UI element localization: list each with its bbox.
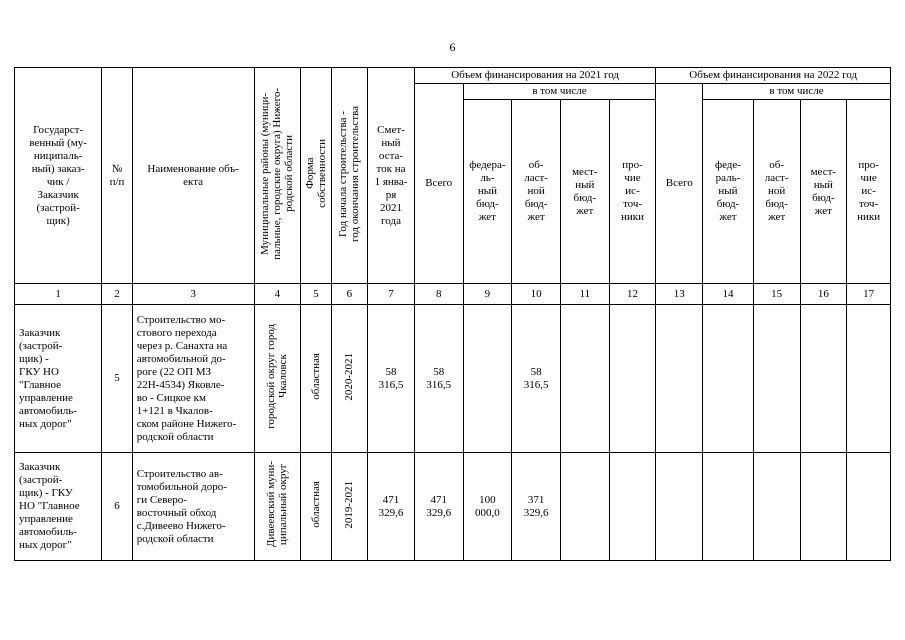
row-estimate: 58 316,5 bbox=[368, 305, 415, 453]
column-number: 15 bbox=[753, 284, 800, 305]
column-number: 9 bbox=[463, 284, 512, 305]
header-local-2022: мест- ный бюд- жет bbox=[800, 100, 847, 284]
row-federal-2021: 100 000,0 bbox=[463, 453, 512, 561]
header-object-name: Наименование объ- екта bbox=[132, 68, 254, 284]
row-total-2022 bbox=[656, 305, 703, 453]
header-financing-2021: Объем финансирования на 2021 год bbox=[414, 68, 656, 84]
header-estimate: Смет- ный оста- ток на 1 янва- ря 2021 года bbox=[368, 68, 415, 284]
row-district: городской округ город Чкаловск bbox=[254, 305, 301, 453]
header-other-2022: про- чие ис- точ- ники bbox=[847, 100, 891, 284]
header-years: Год начала строительства - год окончания строительства bbox=[331, 68, 368, 284]
column-number: 8 bbox=[414, 284, 463, 305]
row-other-2022 bbox=[847, 305, 891, 453]
row-federal-2022 bbox=[703, 453, 754, 561]
row-object-name: Строительство ав- томобильной доро- ги Северо- восточный обход с.Дивеево Нижего- родской области bbox=[132, 453, 254, 561]
row-customer: Заказчик (застрой- щик) - ГКУ НО "Главное управление автомобиль- ных дорог" bbox=[15, 453, 102, 561]
header-total-2021: Всего bbox=[414, 84, 463, 284]
row-estimate: 471 329,6 bbox=[368, 453, 415, 561]
column-number: 11 bbox=[560, 284, 609, 305]
column-number: 12 bbox=[609, 284, 656, 305]
column-number: 4 bbox=[254, 284, 301, 305]
row-regional-2022 bbox=[753, 453, 800, 561]
column-number: 10 bbox=[512, 284, 561, 305]
header-federal-2021: федера- ль- ный бюд- жет bbox=[463, 100, 512, 284]
row-federal-2021 bbox=[463, 305, 512, 453]
header-financing-2022: Объем финансирования на 2022 год bbox=[656, 68, 891, 84]
row-years: 2019-2021 bbox=[331, 453, 368, 561]
row-customer: Заказчик (застрой- щик) - ГКУ НО "Главное управление автомобиль- ных дорог" bbox=[15, 305, 102, 453]
page-number: 6 bbox=[449, 40, 456, 54]
row-ownership: областная bbox=[301, 453, 331, 561]
header-num: № п/п bbox=[102, 68, 132, 284]
column-number: 14 bbox=[703, 284, 754, 305]
header-ownership: Форма собственности bbox=[301, 68, 331, 284]
header-federal-2022: феде- раль- ный бюд- жет bbox=[703, 100, 754, 284]
row-total-2022 bbox=[656, 453, 703, 561]
row-other-2021 bbox=[609, 305, 656, 453]
row-num: 6 bbox=[102, 453, 132, 561]
row-regional-2021: 371 329,6 bbox=[512, 453, 561, 561]
column-number: 7 bbox=[368, 284, 415, 305]
column-number: 16 bbox=[800, 284, 847, 305]
row-object-name: Строительство мо- стового перехода через р. Санахта на автомобильной до- роге (22 ОП МЗ 22Н-4534) Яковле- во - Сицкое км 1+121 в Чкалов- ском районе Нижего- родской области bbox=[132, 305, 254, 453]
row-local-2021 bbox=[560, 453, 609, 561]
column-number: 6 bbox=[331, 284, 368, 305]
header-total-2022: Всего bbox=[656, 84, 703, 284]
row-num: 5 bbox=[102, 305, 132, 453]
row-federal-2022 bbox=[703, 305, 754, 453]
row-years: 2020-2021 bbox=[331, 305, 368, 453]
row-local-2021 bbox=[560, 305, 609, 453]
row-district: Дивеевский муни- ципальный округ bbox=[254, 453, 301, 561]
column-numbers-row bbox=[15, 284, 891, 305]
row-total-2021: 471 329,6 bbox=[414, 453, 463, 561]
row-other-2022 bbox=[847, 453, 891, 561]
column-number: 17 bbox=[847, 284, 891, 305]
header-including-2022: в том числе bbox=[703, 84, 891, 100]
column-number: 3 bbox=[132, 284, 254, 305]
column-number: 5 bbox=[301, 284, 331, 305]
table-row bbox=[15, 453, 891, 561]
row-regional-2021: 58 316,5 bbox=[512, 305, 561, 453]
row-total-2021: 58 316,5 bbox=[414, 305, 463, 453]
header-districts: Муниципальные районы (муници- пальные, городские округа) Нижего- родской области bbox=[254, 68, 301, 284]
column-number: 1 bbox=[15, 284, 102, 305]
header-other-2021: про- чие ис- точ- ники bbox=[609, 100, 656, 284]
header-including-2021: в том числе bbox=[463, 84, 656, 100]
column-number: 13 bbox=[656, 284, 703, 305]
header-local-2021: мест- ный бюд- жет bbox=[560, 100, 609, 284]
column-number: 2 bbox=[102, 284, 132, 305]
financing-table bbox=[14, 67, 891, 561]
row-local-2022 bbox=[800, 453, 847, 561]
table-row bbox=[15, 305, 891, 453]
header-regional-2022: об- ласт- ной бюд- жет bbox=[753, 100, 800, 284]
row-other-2021 bbox=[609, 453, 656, 561]
header-customer: Государст- венный (му- ниципаль- ный) заказ- чик / Заказчик (застрой- щик) bbox=[15, 68, 102, 284]
row-ownership: областная bbox=[301, 305, 331, 453]
row-local-2022 bbox=[800, 305, 847, 453]
header-regional-2021: об- ласт- ной бюд- жет bbox=[512, 100, 561, 284]
row-regional-2022 bbox=[753, 305, 800, 453]
